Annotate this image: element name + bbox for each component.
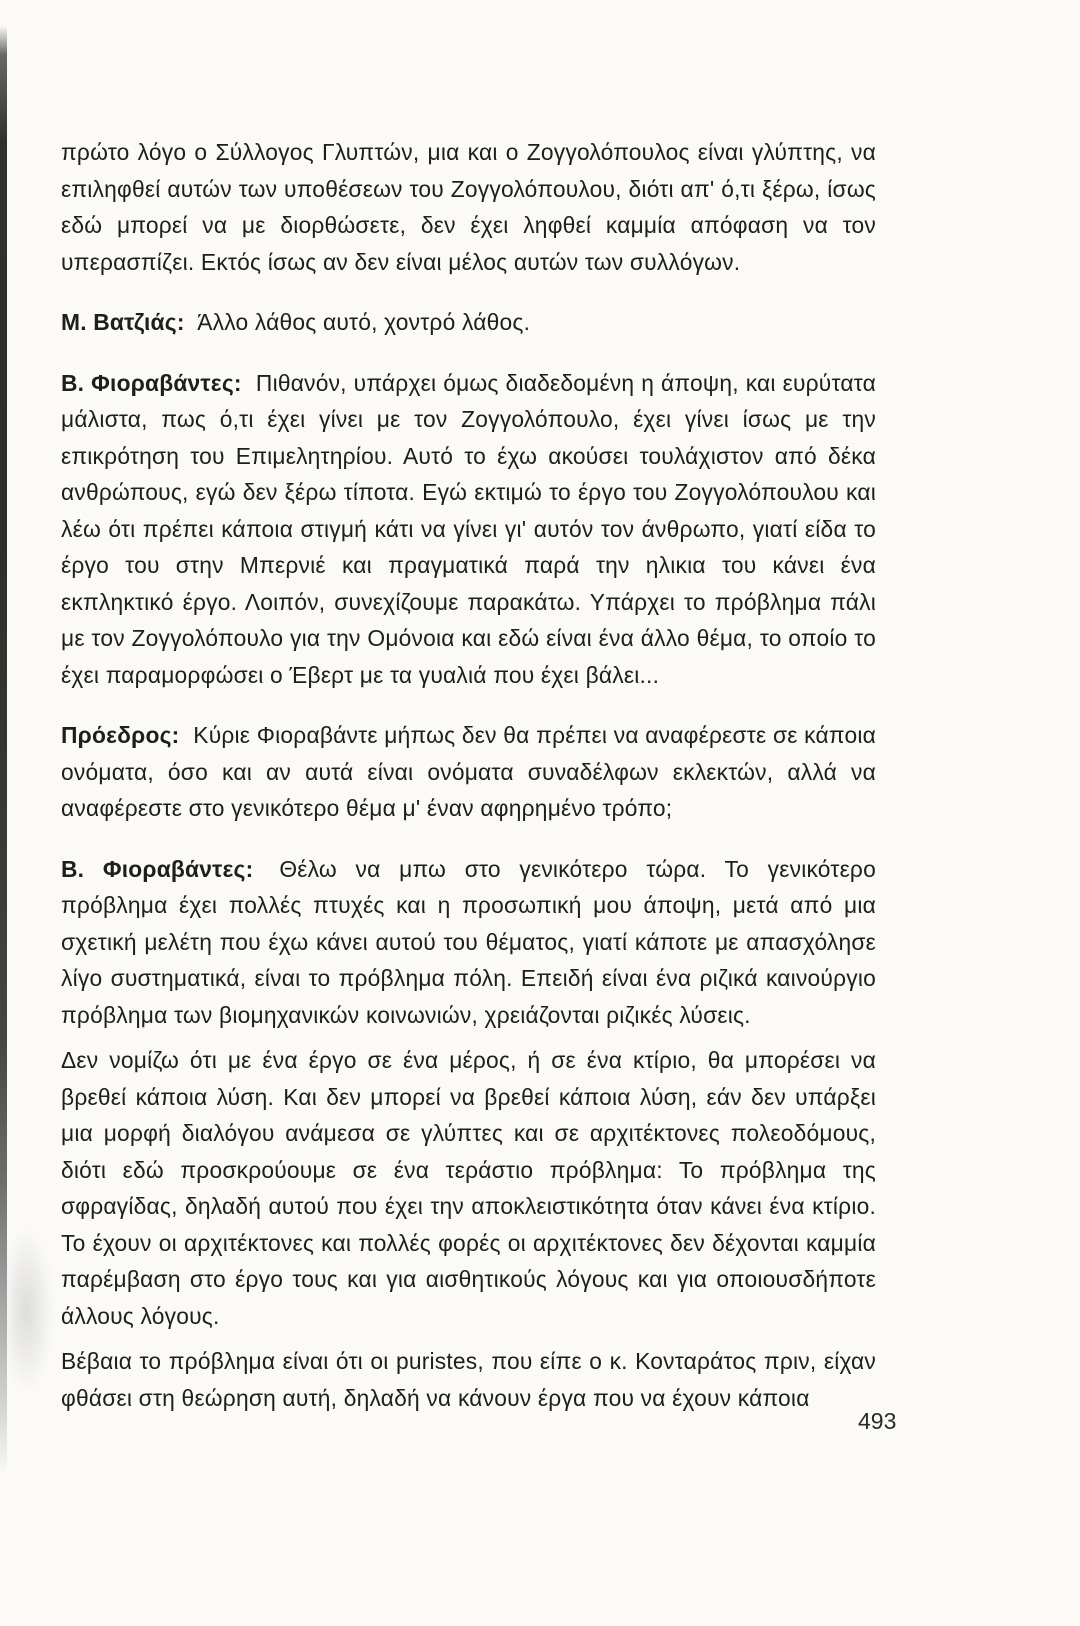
speaker-name: Β. Φιοραβάντες: xyxy=(61,855,254,882)
speech-paragraph xyxy=(61,365,876,694)
speech-paragraph xyxy=(61,304,876,341)
body-paragraph xyxy=(61,1343,876,1416)
speaker-name: Μ. Βατζιάς: xyxy=(61,309,185,335)
body-paragraph xyxy=(61,1042,876,1334)
speech-text: Άλλο λάθος αυτό, χοντρό λάθος. xyxy=(197,309,531,335)
page-number: 493 xyxy=(858,1408,897,1434)
speech-text: Θέλω να μπω στο γενικότερο τώρα. Το γενικότερο πρόβλημα έχει πολλές πτυχές και η προσωπική μου άποψη, μετά από μια σχετική μελέτη που έχω κάνει αυτού του θέματος, γιατί κάποτε με απασχόλησε λίγο συστηματικά, είναι το πρόβλημα πόλη. Επειδή είναι ένα ριζικά καινούργιο πρόβλημα των βιομηχανικών κοινωνιών, χρειάζονται ριζικές λύσεις. xyxy=(61,855,876,1028)
speech-text: Πιθανόν, υπάρχει όμως διαδεδομένη η άποψη, και ευρύτατα μάλιστα, πως ό,τι έχει γίνει με τον Ζογγολόπουλο, έχει γίνει ίσως με την επικρότηση του Επιμελητηρίου. Αυτό το έχω ακούσει τουλάχιστον από δέκα ανθρώπους, εγώ δεν ξέρω τίποτα. Εγώ εκτιμώ το έργο του Ζογγολόπουλου και λέω ότι πρέπει κάποια στιγμή κάτι να γίνει γι' αυτόν τον άνθρωπο, γιατί είδα το έργο του στην Μπερνιέ και πραγματικά παρά την ηλικια του κάνει ένα εκπληκτικό έργο. Λοιπόν, συνεχίζουμε παρακάτω. Υπάρχει το πρόβλημα πάλι με τον Ζογγολόπουλο για την Ομόνοια και εδώ είναι ένα άλλο θέμα, το οποίο το έχει παραμορφώσει ο Έβερτ με τα γυαλιά που έχει βάλει... xyxy=(61,369,876,688)
paragraph-text: πρώτο λόγο ο Σύλλογος Γλυπτών, μια και ο Ζογγολόπουλος είναι γλύπτης, να επιληφθεί αυτών των υποθέσεων του Ζογγολόπουλου, διότι απ' ό,τι ξέρω, ίσως εδώ μπορεί να με διορθώσετε, δεν έχει ληφθεί καμμία απόφαση να τον υπερασπίζει. Εκτός ίσως αν δεν είναι μέλος αυτών των συλλόγων. xyxy=(61,139,876,275)
page-text-column xyxy=(61,134,876,1416)
speech-text: Κύριε Φιοραβάντε μήπως δεν θα πρέπει να αναφέρεστε σε κάποια ονόματα, όσο και αν αυτά είναι ονόματα συναδέλφων εκλεκτών, αλλά να αναφέρεστε στο γενικότερο θέμα μ' έναν αφηρημένο τρόπο; xyxy=(61,722,876,821)
paragraph-text: Δεν νομίζω ότι με ένα έργο σε ένα μέρος, ή σε ένα κτίριο, θα μπορέσει να βρεθεί κάποια λύση. Και δεν μπορεί να βρεθεί κάποια λύση, εάν δεν υπάρξει μια μορφή διαλόγου ανάμεσα σε γλύπτες και σε αρχιτέκτονες πολεοδόμους, διότι εδώ προσκρούουμε σε ένα τεράστιο πρόβλημα: Το πρόβλημα της σφραγίδας, δηλαδή αυτού που έχει την αποκλειστικότητα όταν κάνει ένα κτίριο. Το έχουν οι αρχιτέκτονες και πολλές φορές οι αρχιτέκτονες δεν δέχονται καμμία παρέμβαση στο έργο τους και για αισθητικούς λόγους και για οποιουσδήποτε άλλους λόγους. xyxy=(61,1047,876,1329)
speaker-name: Β. Φιοραβάντες: xyxy=(61,369,242,396)
paragraph-text: Βέβαια το πρόβλημα είναι ότι οι puristes, που είπε ο κ. Κονταράτος πριν, είχαν φθάσει στη θεώρηση αυτή, δηλαδή να κάνουν έργα που να έχουν κάποια xyxy=(61,1348,876,1411)
scan-smudge-artifact xyxy=(8,1225,54,1395)
speech-paragraph xyxy=(61,851,876,1034)
speech-paragraph xyxy=(61,717,876,827)
scan-gutter-artifact xyxy=(0,26,7,1476)
speaker-name: Πρόεδρος: xyxy=(61,722,180,748)
body-paragraph xyxy=(61,134,876,280)
